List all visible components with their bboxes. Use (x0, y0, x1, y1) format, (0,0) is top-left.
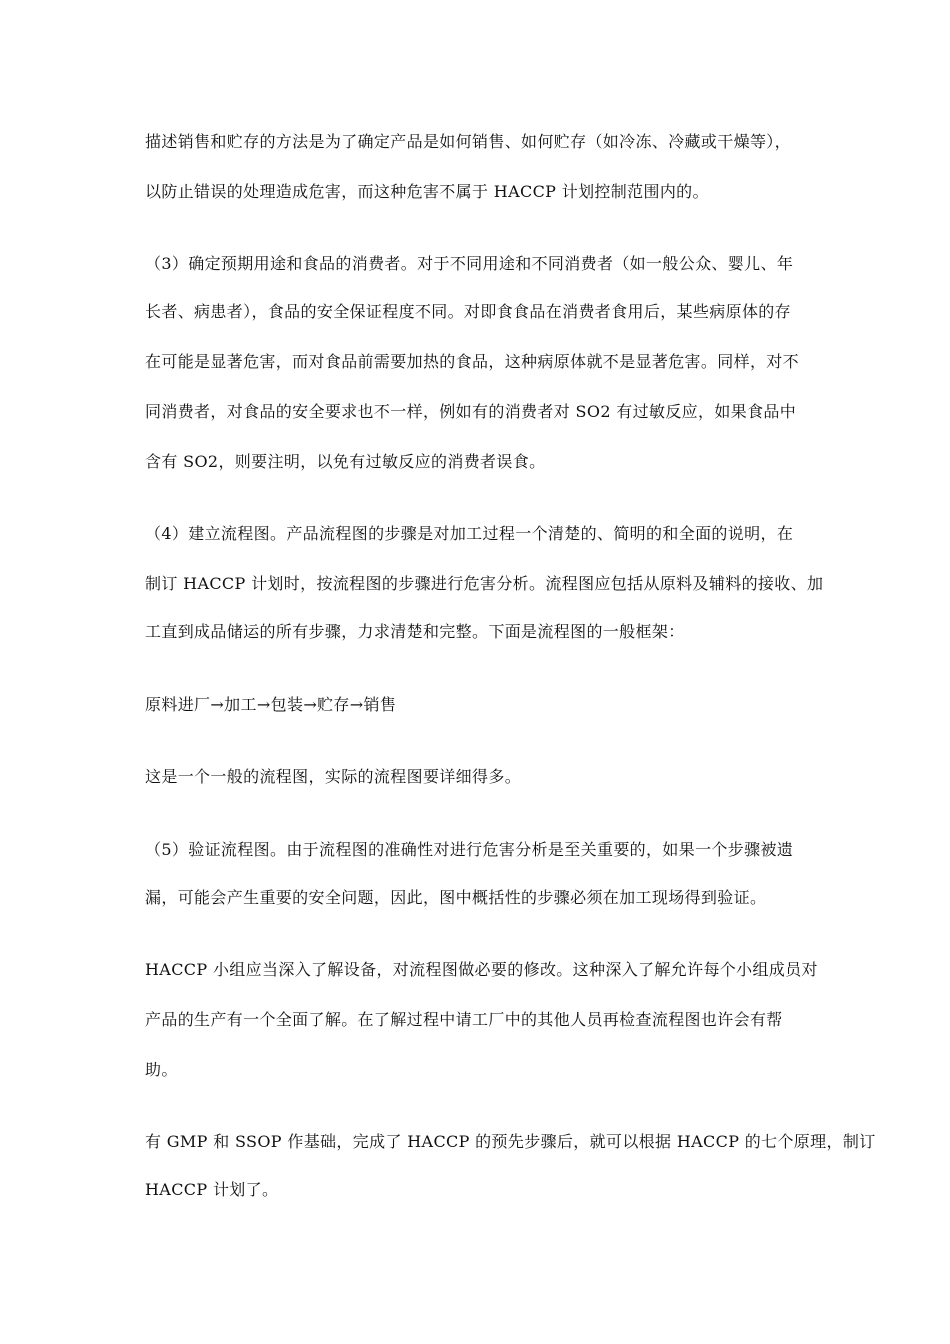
paragraph-line: 描述销售和贮存的方法是为了确定产品是如何销售、如何贮存（如冷冻、冷藏或干燥等）， (145, 132, 792, 151)
paragraph-line: 这是一个一般的流程图，实际的流程图要详细得多。 (145, 767, 522, 786)
paragraph-line: 助。 (145, 1060, 178, 1079)
paragraph-line: 在可能是显著危害，而对食品前需要加热的食品，这种病原体就不是显著危害。同样，对不 (145, 352, 800, 371)
paragraph-line: （5）验证流程图。由于流程图的准确性对进行危害分析是至关重要的，如果一个步骤被遗 (145, 840, 794, 859)
paragraph-line: （4）建立流程图。产品流程图的步骤是对加工过程一个清楚的、简明的和全面的说明，在 (145, 524, 794, 543)
paragraph-line: 有 GMP 和 SSOP 作基础，完成了 HACCP 的预先步骤后，就可以根据 HACCP 的七个原理，制订 (145, 1132, 876, 1151)
paragraph-line: 产品的生产有一个全面了解。在了解过程中请工厂中的其他人员再检查流程图也许会有帮 (145, 1010, 783, 1029)
paragraph-line: 长者、病患者），食品的安全保证程度不同。对即食食品在消费者食用后，某些病原体的存 (145, 302, 792, 321)
paragraph-line: 以防止错误的处理造成危害，而这种危害不属于 HACCP 计划控制范围内的。 (145, 182, 709, 201)
paragraph-line: 含有 SO2，则要注明，以免有过敏反应的消费者误食。 (145, 452, 546, 471)
paragraph-line: 原料进厂→加工→包装→贮存→销售 (145, 695, 397, 714)
paragraph-line: 同消费者，对食品的安全要求也不一样，例如有的消费者对 SO2 有过敏反应，如果食品中 (145, 402, 797, 421)
paragraph-line: 漏，可能会产生重要的安全问题，因此，图中概括性的步骤必须在加工现场得到验证。 (145, 888, 767, 907)
paragraph-line: HACCP 计划了。 (145, 1180, 279, 1199)
paragraph-line: HACCP 小组应当深入了解设备，对流程图做必要的修改。这种深入了解允许每个小组成员对 (145, 960, 818, 979)
paragraph-line: （3）确定预期用途和食品的消费者。对于不同用途和不同消费者（如一般公众、婴儿、年 (145, 254, 794, 273)
paragraph-line: 工直到成品储运的所有步骤，力求清楚和完整。下面是流程图的一般框架： (145, 622, 685, 641)
paragraph-line: 制订 HACCP 计划时，按流程图的步骤进行危害分析。流程图应包括从原料及辅料的接收、加 (145, 574, 824, 593)
